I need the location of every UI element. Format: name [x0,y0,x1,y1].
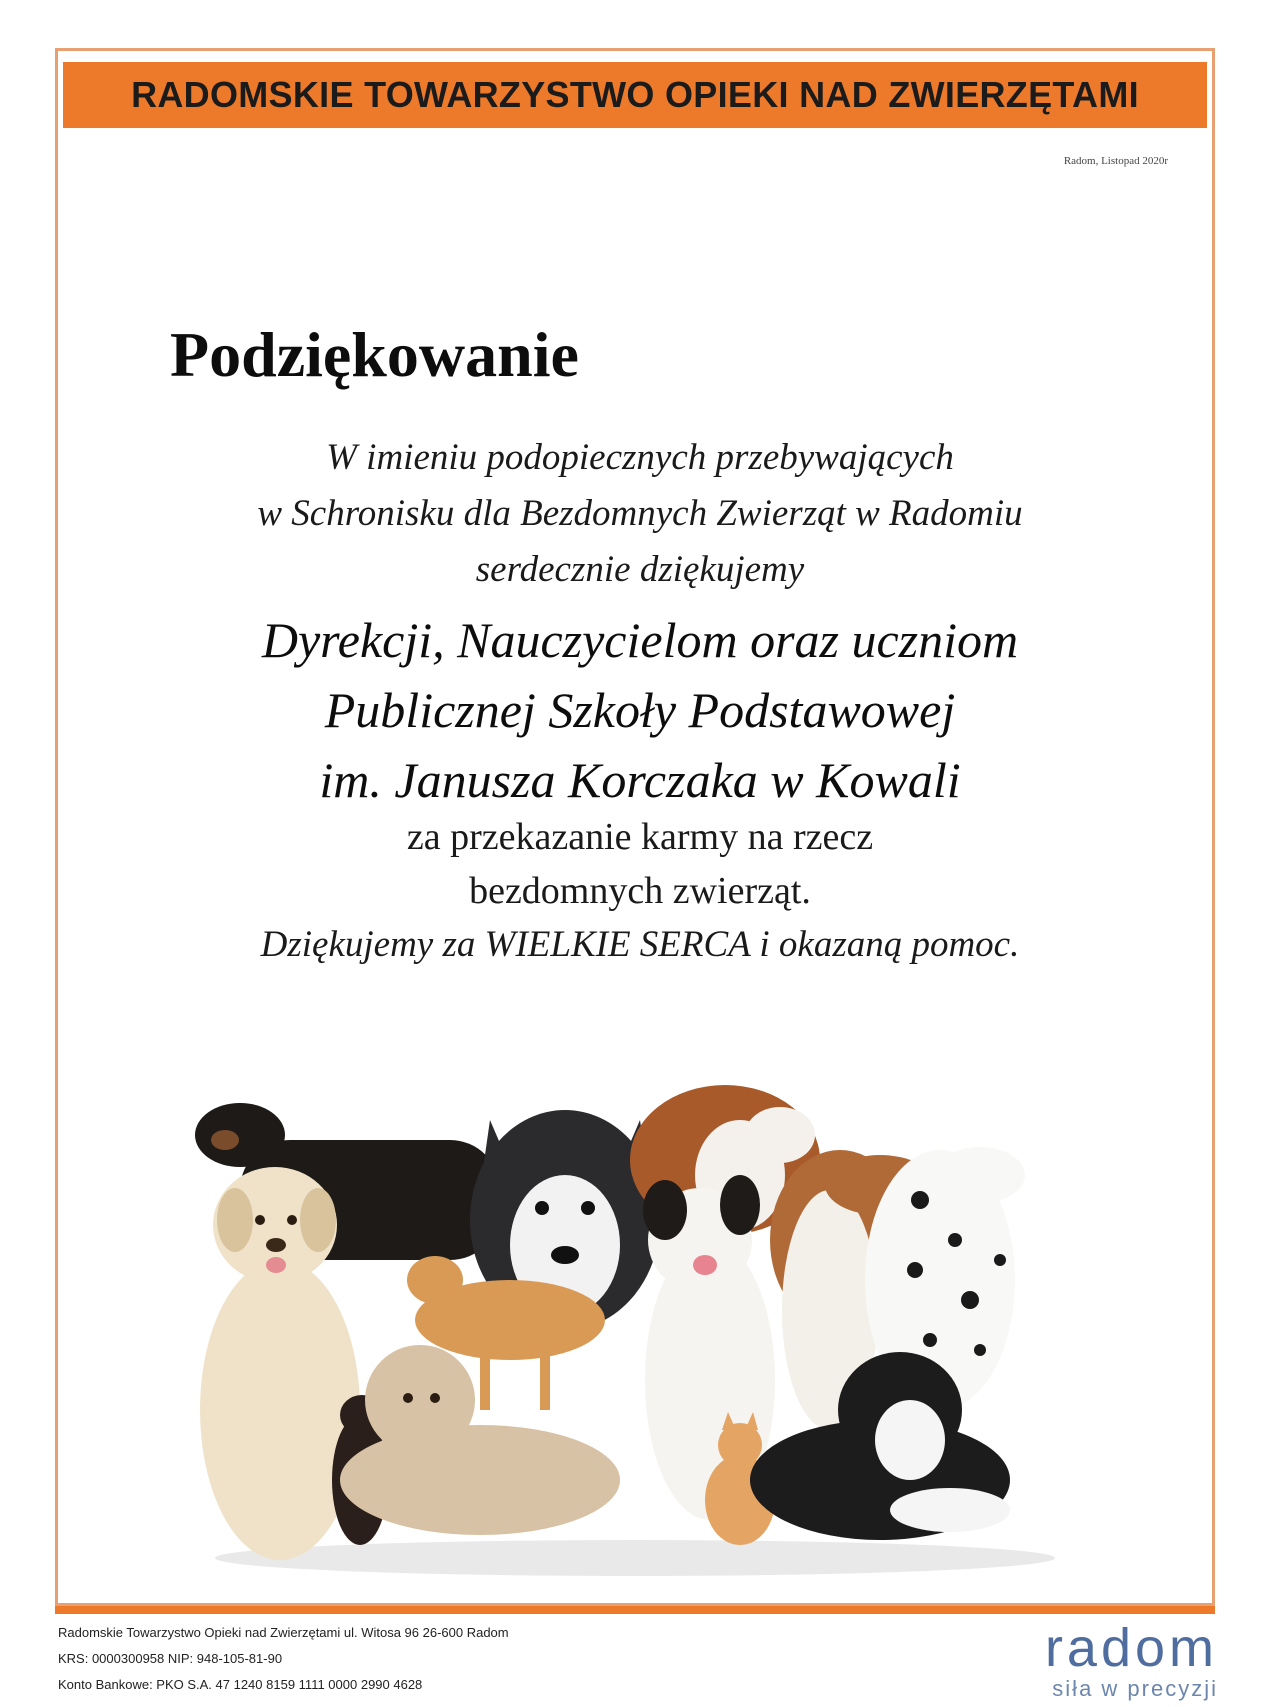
organization-name: RADOMSKIE TOWARZYSTWO OPIEKI NAD ZWIERZĘTAMI [131,74,1139,115]
reason-paragraph [100,810,1180,918]
dogs-group-image [180,1080,1090,1580]
intro-line: serdecznie dziękujemy [475,549,805,590]
footer-contact-info [58,1620,509,1698]
brand-tagline: siła w precyzji [1052,1676,1218,1701]
intro-line: w Schronisku dla Bezdomnych Zwierząt w Radomiu [257,493,1023,534]
reason-line: za przekazanie karmy na rzecz [406,816,874,858]
ground-shadow [215,1540,1055,1576]
footer-address: Radomskie Towarzystwo Opieki nad Zwierzętami ul. Witosa 96 26-600 Radom [58,1625,509,1640]
brand-name: radom [1044,1618,1218,1678]
honoree-line: im. Janusza Korczaka w Kowali [319,752,961,808]
honoree-line: Dyrekcji, Nauczycielom oraz uczniom [261,612,1019,668]
reason-line: bezdomnych zwierząt. [469,870,811,912]
organization-header [63,62,1207,128]
thanks-line: Dziękujemy za WIELKIE SERCA i okazaną pomoc. [260,924,1020,965]
honoree-paragraph [100,605,1180,815]
page-title: Podziękowanie [170,319,579,390]
intro-line: W imieniu podopiecznych przebywających [326,437,954,478]
intro-paragraph [100,430,1180,598]
radom-logo [978,1620,1218,1702]
honoree-line: Publicznej Szkoły Podstawowej [324,682,956,738]
footer-ids: KRS: 0000300958 NIP: 948-105-81-90 [58,1651,283,1666]
footer-bank-account: Konto Bankowe: PKO S.A. 47 1240 8159 1111 0000 2990 4628 [58,1677,423,1692]
letter-date: Radom, Listopad 2020r [1063,155,1168,167]
footer-divider [55,1606,1215,1614]
